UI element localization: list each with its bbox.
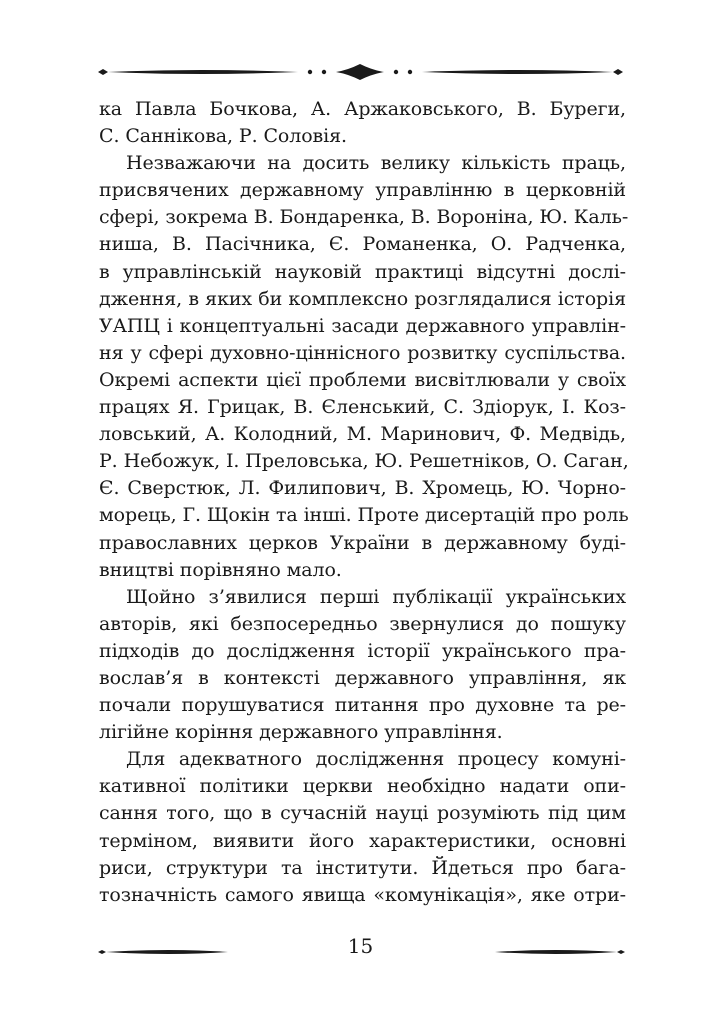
- page-number: 15: [347, 934, 374, 958]
- text-line: риси, структури та інститути. Йдеться про бага-: [99, 856, 626, 879]
- top-ornament: [0, 58, 721, 88]
- text-line: підходів до дослідження історії українського пра-: [99, 639, 626, 662]
- text-line: працях Я. Грицак, В. Єленський, С. Здіорук, І. Коз-: [99, 396, 626, 419]
- text-line: авторів, які безпосередньо звернулися до пошуку: [99, 612, 626, 635]
- text-line: православних церков України в державному буді-: [99, 531, 626, 554]
- text-line: дження, в яких би комплексно розглядалися історія: [99, 287, 626, 310]
- text-line: кативної політики церкви необхідно надати опи-: [99, 775, 626, 798]
- paragraph: [99, 96, 626, 150]
- text-line: Незважаючи на досить велику кількість праць,: [126, 152, 626, 175]
- text-line: терміном, виявити його характеристики, основні: [99, 829, 626, 852]
- text-line: почали порушуватися питання про духовне та ре-: [99, 694, 626, 717]
- text-line: Р. Небожук, І. Преловська, Ю. Решетніков, О. Саган,: [99, 450, 629, 473]
- text-line: С. Саннікова, Р. Соловія.: [99, 125, 347, 148]
- text-line: вослав’я в контексті державного управління, як: [99, 666, 626, 689]
- text-line: вництві порівняно мало.: [99, 558, 342, 581]
- text-line: ниша, В. Пасічника, Є. Романенка, О. Радченка,: [99, 233, 626, 256]
- paragraph: [99, 746, 626, 909]
- text-line: УАПЦ і концептуальні засади державного управлін-: [99, 314, 626, 337]
- text-line: в управлінській науковій практиці відсутні дослі-: [99, 260, 626, 283]
- text-line: ловський, А. Колодний, М. Маринович, Ф. Медвідь,: [99, 423, 626, 446]
- text-line: Окремі аспекти цієї проблеми висвітлювали у своїх: [99, 368, 626, 391]
- text-line: лігійне коріння державного управління.: [99, 721, 503, 744]
- text-line: Щойно з’явилися перші публікації українських: [126, 585, 626, 608]
- text-line: сфері, зокрема В. Бондаренка, В. Вороніна, Ю. Каль-: [99, 206, 629, 229]
- text-line: сання того, що в сучасній науці розуміють під цим: [99, 802, 626, 825]
- text-line: Для адекватного дослідження процесу комуні-: [126, 748, 626, 771]
- body-text: [99, 96, 629, 909]
- text-line: ка Павла Бочкова, А. Аржаковського, В. Буреги,: [99, 98, 626, 120]
- text-line: ня у сфері духовно-ціннісного розвитку суспільства.: [99, 341, 626, 364]
- paragraph: [99, 584, 626, 747]
- text-line: присвячених державному управлінню в церковній: [99, 179, 626, 202]
- text-line: Є. Сверстюк, Л. Филипович, В. Хромець, Ю. Чорно-: [99, 477, 626, 500]
- text-line: морець, Г. Щокін та інші. Проте дисертацій про роль: [99, 504, 629, 527]
- text-line: тозначність самого явища «комунікація», яке отри-: [99, 883, 626, 906]
- paragraph: [99, 150, 629, 584]
